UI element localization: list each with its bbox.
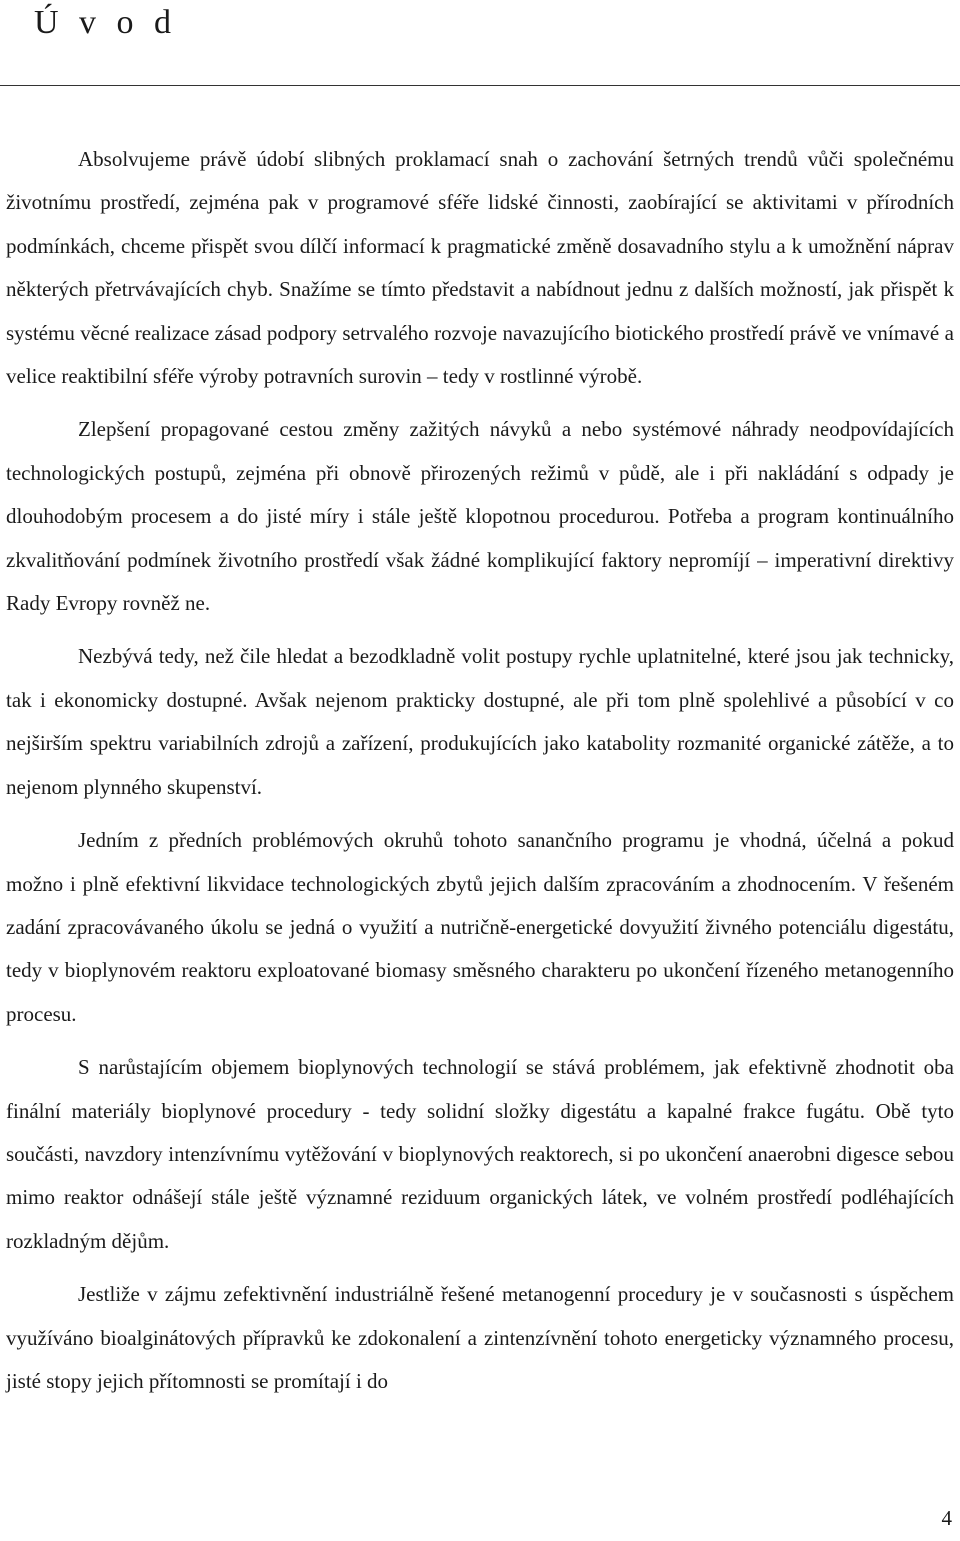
paragraph-4: Jedním z předních problémových okruhů tohoto sanančního programu je vhodná, účelná a pokud možno i plně efektivní likvidace technologických zbytů jejich dalším zpracováním a zhodnocením. V řešeném zadání zpracovávaného úkolu se jedná o využití a nutričně-energetické dovyužití živného potenciálu digestátu, tedy v bioplynovém reaktoru exploatované biomasy směsného charakteru po ukončení řízeného metanogenního procesu. bbox=[6, 828, 954, 1026]
paragraph-5: S narůstajícím objemem bioplynových technologií se stává problémem, jak efektivně zhodnotit oba finální materiály bioplynové procedury - tedy solidní složky digestátu a kapalné frakce fugátu. Obě tyto součásti, navzdory intenzívnímu vytěžování v bioplynových reaktorech, si po ukončení anaerobni digesce sebou mimo reaktor odnášejí stále ještě významné reziduum organických látek, ve volném prostředí podléhajících rozkladným dějům. bbox=[6, 1055, 954, 1253]
page-heading: Ú v o d bbox=[34, 4, 178, 41]
page-number: 4 bbox=[941, 1506, 952, 1530]
body-text bbox=[6, 138, 954, 1413]
paragraph-6: Jestliže v zájmu zefektivnění industriálně řešené metanogenní procedury je v současnosti s úspěchem využíváno bioalginátových přípravků ke zdokonalení a zintenzívnění tohoto energeticky významného procesu, jisté stopy jejich přítomnosti se promítají i do bbox=[6, 1282, 954, 1393]
paragraph-2: Zlepšení propagované cestou změny zažitých návyků a nebo systémové náhrady neodpovídajících technologických postupů, zejména při obnově přirozených režimů v půdě, ale i při nakládání s odpady je dlouhodobým procesem a do jisté míry i stále ještě klopotnou procedurou. Potřeba a program kontinuálního zkvalitňování podmínek životního prostředí však žádné komplikující faktory nepromíjí – imperativní direktivy Rady Evropy rovněž ne. bbox=[6, 417, 954, 616]
paragraph-3: Nezbývá tedy, než čile hledat a bezodkladně volit postupy rychle uplatnitelné, které jsou jak technicky, tak i ekonomicky dostupné. Avšak nejenom prakticky dostupné, ale při tom plně spolehlivé a působící v co nejširším spektru variabilních zdrojů a zařízení, produkujících jako katabolity rozmanité organické zátěže, a to nejenom plynného skupenství. bbox=[6, 644, 954, 799]
heading-divider bbox=[0, 85, 960, 86]
paragraph-1: Absolvujeme právě údobí slibných proklamací snah o zachování šetrných trendů vůči společnému životnímu prostředí, zejména pak v programové sféře lidské činnosti, zaobírající se aktivitami v přírodních podmínkách, chceme přispět svou dílčí informací k pragmatické změně dosavadního stylu a k umožnění náprav některých přetrvávajících chyb. Snažíme se tímto představit a nabídnout jednu z dalších možností, jak přispět k systému věcné realizace zásad podpory setrvalého rozvoje navazujícího biotického prostředí právě ve vnímavé a velice reaktibilní sféře výroby potravních surovin – tedy v rostlinné výrobě. bbox=[6, 147, 954, 389]
